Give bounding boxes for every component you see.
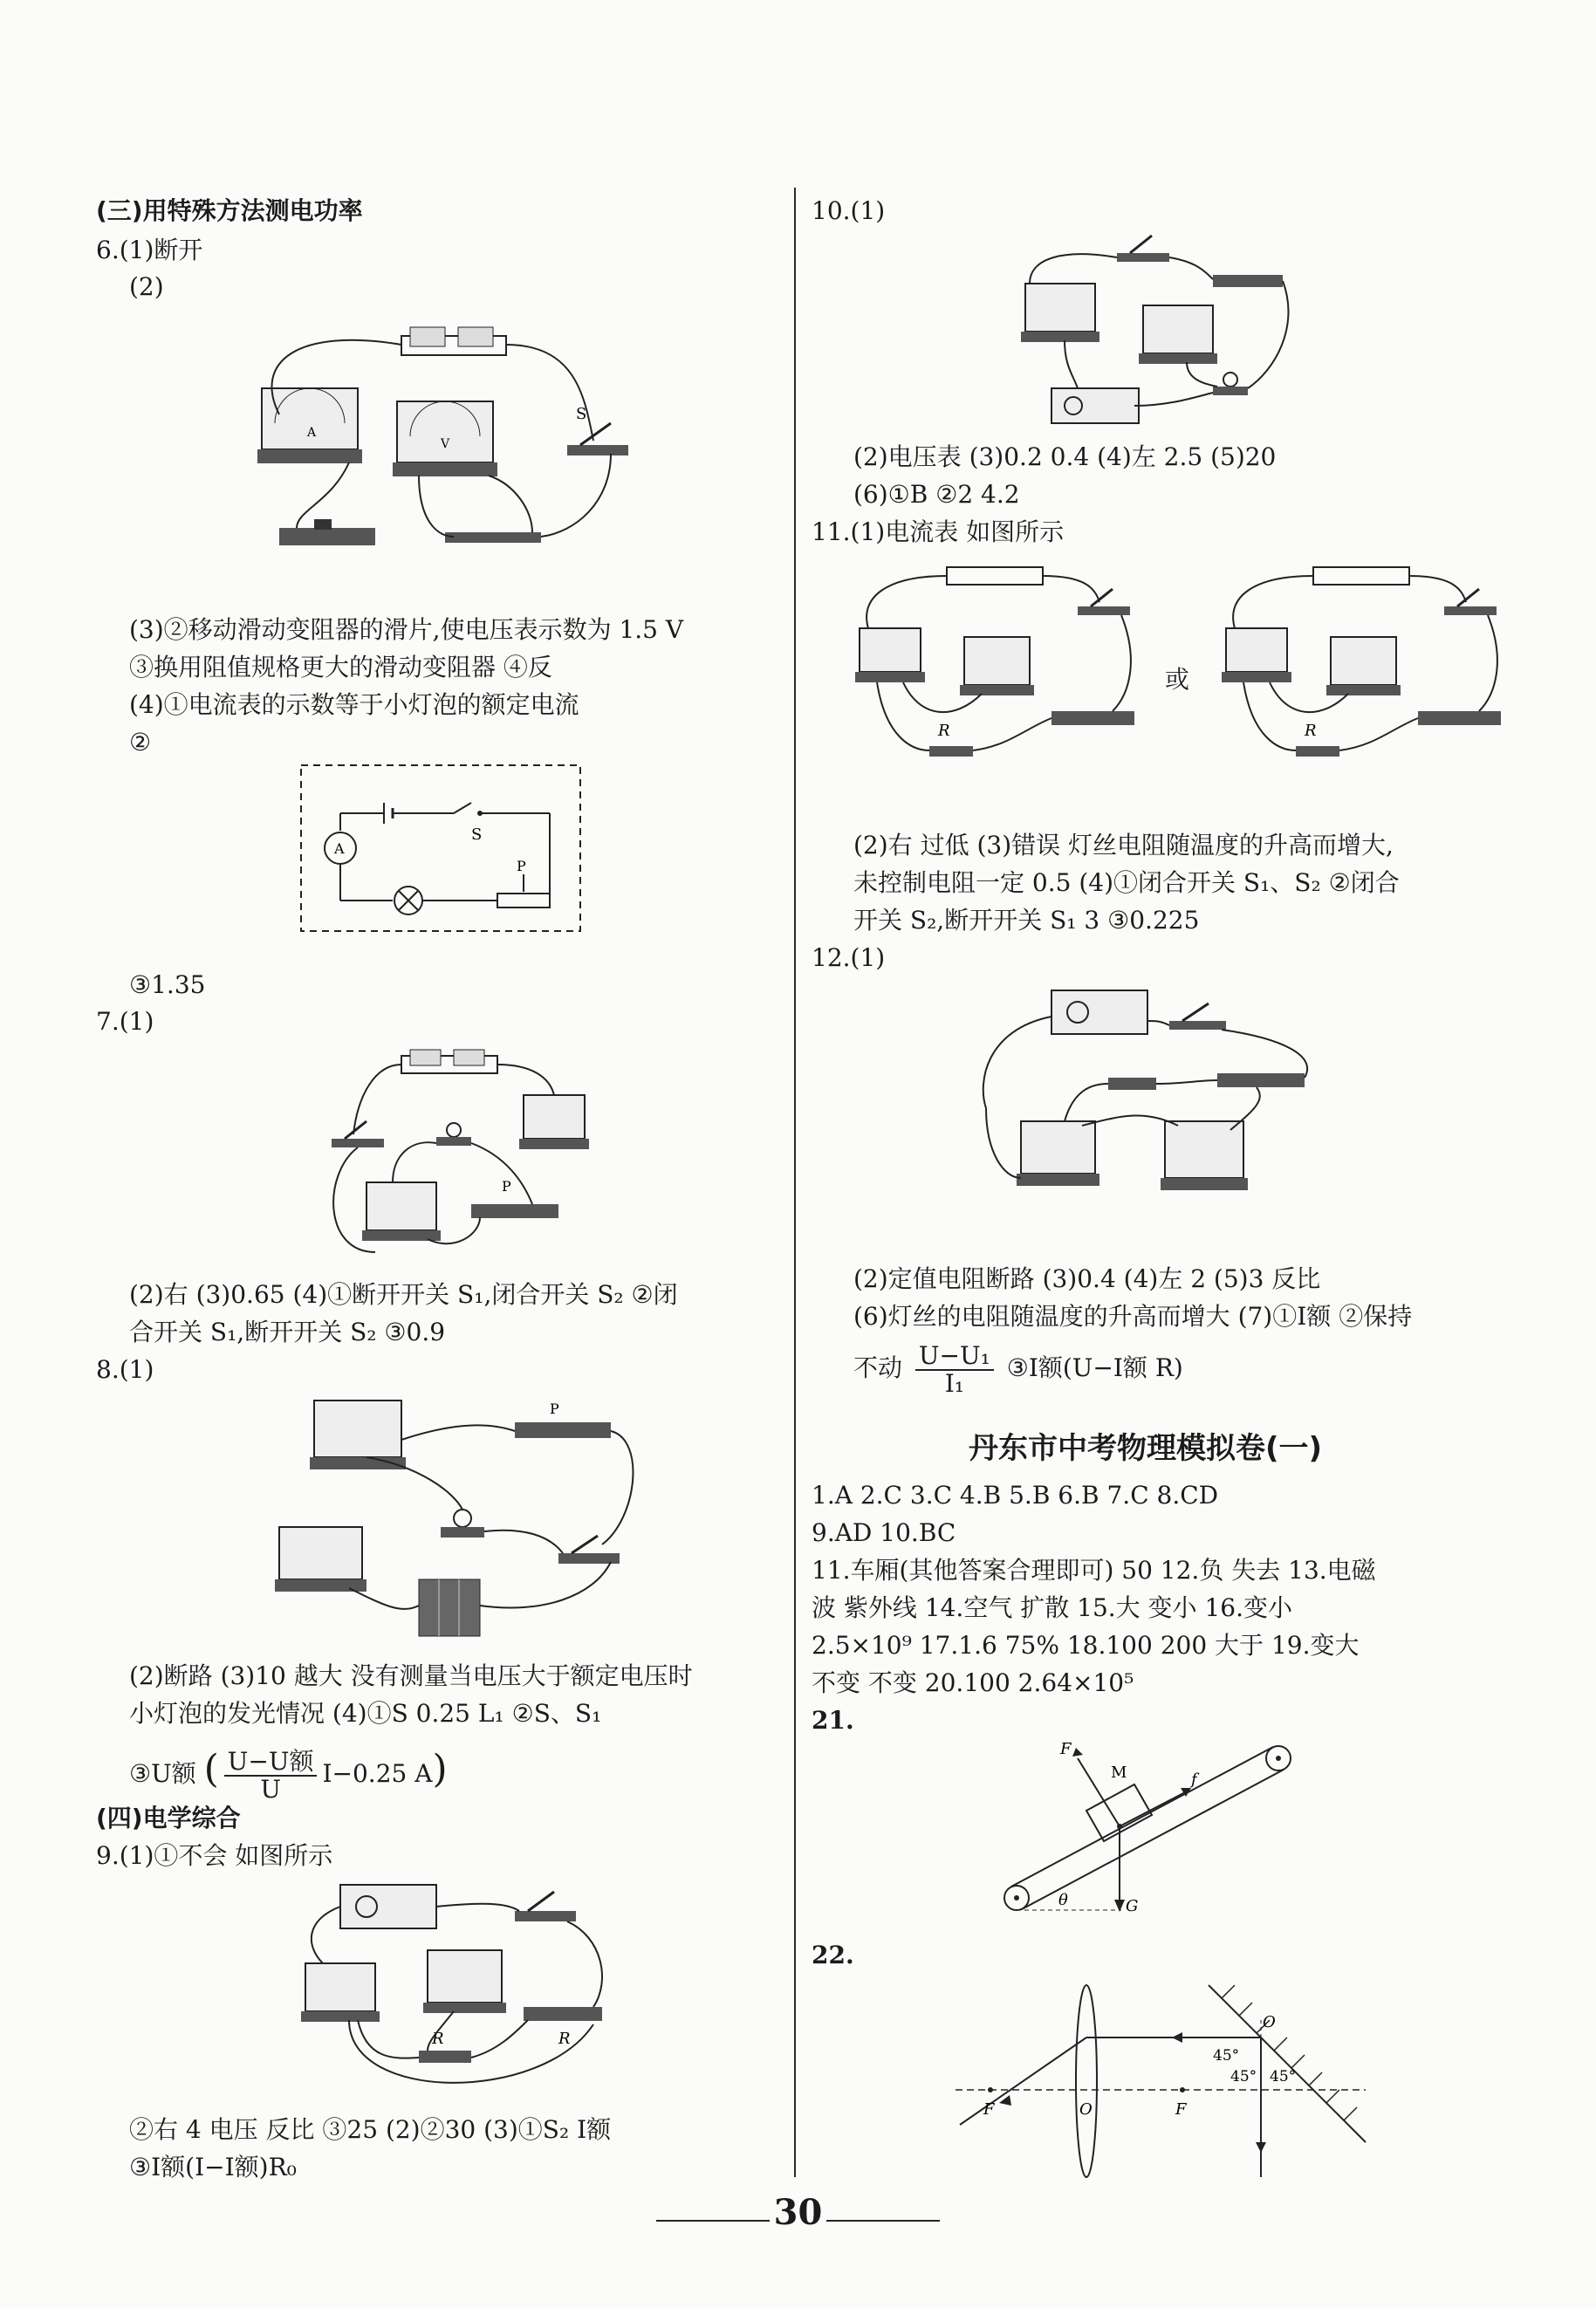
answer-line: (2) <box>129 272 164 301</box>
angle-label: θ <box>1058 1891 1068 1909</box>
switch-label: S <box>576 405 587 423</box>
question-number: 22. <box>812 1941 854 1969</box>
slider-label: P <box>502 1178 511 1195</box>
circuit-figure-11-b <box>1217 554 1514 764</box>
or-label: 或 <box>1165 665 1190 694</box>
switch-label: S <box>471 825 483 844</box>
answer-line: 未控制电阻一定 0.5 (4)①闭合开关 S₁、S₂ ②闭合 <box>853 868 1400 897</box>
fraction: $\frac{\text{U−U₁}}{\text{I₁}}$ <box>915 1343 994 1397</box>
answer-line: 开关 S₂,断开开关 S₁ 3 ③0.225 <box>853 906 1200 935</box>
focus-label: F <box>1175 2100 1187 2119</box>
exam-title: 丹东市中考物理模拟卷(一) <box>969 1431 1323 1466</box>
answer-line: (2)右 (3)0.65 (4)①断开开关 S₁,闭合开关 S₂ ②闭 <box>129 1280 678 1309</box>
force-diagram-21 <box>982 1732 1331 1933</box>
circuit-figure-7-1 <box>305 1043 602 1261</box>
section-heading: (三)用特殊方法测电功率 <box>96 196 363 225</box>
answer-line: 11.车厢(其他答案合理即可) 50 12.负 失去 13.电磁 <box>812 1556 1376 1585</box>
answer-line: (2)右 过低 (3)错误 灯丝电阻随温度的升高而增大, <box>853 831 1394 860</box>
resistor-label: R <box>938 722 950 740</box>
answer-line: 7.(1) <box>96 1007 154 1036</box>
answer-line: (6)灯丝的电阻随温度的升高而增大 (7)①I额 ②保持 <box>853 1302 1413 1331</box>
fraction: $\frac{\text{U−U额}}{U}$ <box>224 1749 318 1803</box>
slider-label: P <box>517 858 526 874</box>
circuit-figure-6-2 <box>244 310 646 572</box>
optic-center-label: O <box>1263 2013 1276 2031</box>
circuit-figure-12 <box>969 977 1326 1230</box>
optics-diagram-22 <box>947 1968 1374 2181</box>
page-number: 30 <box>773 2192 823 2233</box>
answer-line: ③I额(I−I额)R₀ <box>129 2153 297 2181</box>
angle-label: 45° <box>1230 2068 1257 2085</box>
answer-line: 6.(1)断开 <box>96 236 203 264</box>
voltmeter-label: V <box>441 437 450 451</box>
circuit-figure-9 <box>297 1876 628 2112</box>
resistor-label: R <box>1305 722 1317 740</box>
answer-line: 不变 不变 20.100 2.64×10⁵ <box>812 1668 1134 1697</box>
answer-line: ③换用阻值规格更大的滑动变阻器 ④反 <box>129 653 552 681</box>
page-footer <box>0 2192 1596 2233</box>
answer-line: 11.(1)电流表 如图所示 <box>812 517 1065 546</box>
rheostat-label: R <box>558 2030 571 2048</box>
answer-line: 1.A 2.C 3.C 4.B 5.B 6.B 7.C 8.CD <box>812 1481 1219 1510</box>
answer-line: 12.(1) <box>812 943 886 972</box>
answer-line: 9.(1)①不会 如图所示 <box>96 1841 333 1870</box>
answer-formula: ③U额 ( $\frac{\text{U−U额}}{U}$ I−0.25 A) <box>129 1746 448 1804</box>
answer-line: (2)定值电阻断路 (3)0.4 (4)左 2 (5)3 反比 <box>853 1264 1321 1293</box>
answer-line: 9.AD 10.BC <box>812 1518 956 1547</box>
circuit-figure-10 <box>1012 223 1291 436</box>
angle-label: 45° <box>1213 2047 1240 2065</box>
circuit-figure-8-1 <box>262 1387 646 1649</box>
focus-label: F <box>983 2100 995 2119</box>
schematic-figure-6-4 <box>297 761 585 935</box>
optic-center-label: O <box>1079 2100 1093 2119</box>
slider-label: P <box>550 1401 559 1417</box>
answer-line: (4)①电流表的示数等于小灯泡的额定电流 <box>129 690 579 719</box>
angle-label: 45° <box>1270 2068 1297 2085</box>
answer-line: (3)②移动滑动变阻器的滑片,使电压表示数为 1.5 V <box>129 615 684 644</box>
answer-line: 2.5×10⁹ 17.1.6 75% 18.100 200 大于 19.变大 <box>812 1631 1360 1660</box>
section-heading: (四)电学综合 <box>96 1804 241 1832</box>
column-divider <box>794 188 796 2177</box>
answer-line: 8.(1) <box>96 1355 154 1384</box>
ammeter-label: A <box>307 426 317 440</box>
ammeter-label: A <box>334 840 345 857</box>
force-label: F <box>1060 1740 1072 1758</box>
answer-line: 波 紫外线 14.空气 扩散 15.大 变小 16.变小 <box>812 1593 1292 1622</box>
resistor-label: R <box>432 2030 444 2048</box>
answer-formula: 不动 $\frac{\text{U−U₁}}{\text{I₁}}$ ③I额(U−I额 R) <box>853 1340 1183 1398</box>
answer-line: (2)电压表 (3)0.2 0.4 (4)左 2.5 (5)20 <box>853 442 1277 471</box>
footer-ornament-left <box>656 2218 770 2223</box>
answer-line: ② <box>129 728 152 757</box>
answer-line: ②右 4 电压 反比 ③25 (2)②30 (3)①S₂ I额 <box>129 2115 612 2144</box>
block-label: M <box>1111 1764 1127 1782</box>
answer-line: 小灯泡的发光情况 (4)①S 0.25 L₁ ②S、S₁ <box>129 1699 602 1728</box>
friction-label: f <box>1191 1770 1197 1789</box>
answer-line: 10.(1) <box>812 196 886 225</box>
question-number: 21. <box>812 1706 854 1735</box>
answer-line: ③1.35 <box>129 970 206 999</box>
answer-line: (2)断路 (3)10 越大 没有测量当电压大于额定电压时 <box>129 1661 693 1690</box>
footer-ornament-right <box>826 2218 940 2223</box>
answer-line: (6)①B ②2 4.2 <box>853 480 1020 509</box>
weight-label: G <box>1126 1897 1139 1915</box>
answer-line: 合开关 S₁,断开开关 S₂ ③0.9 <box>129 1318 446 1346</box>
circuit-figure-11-a <box>851 554 1147 764</box>
